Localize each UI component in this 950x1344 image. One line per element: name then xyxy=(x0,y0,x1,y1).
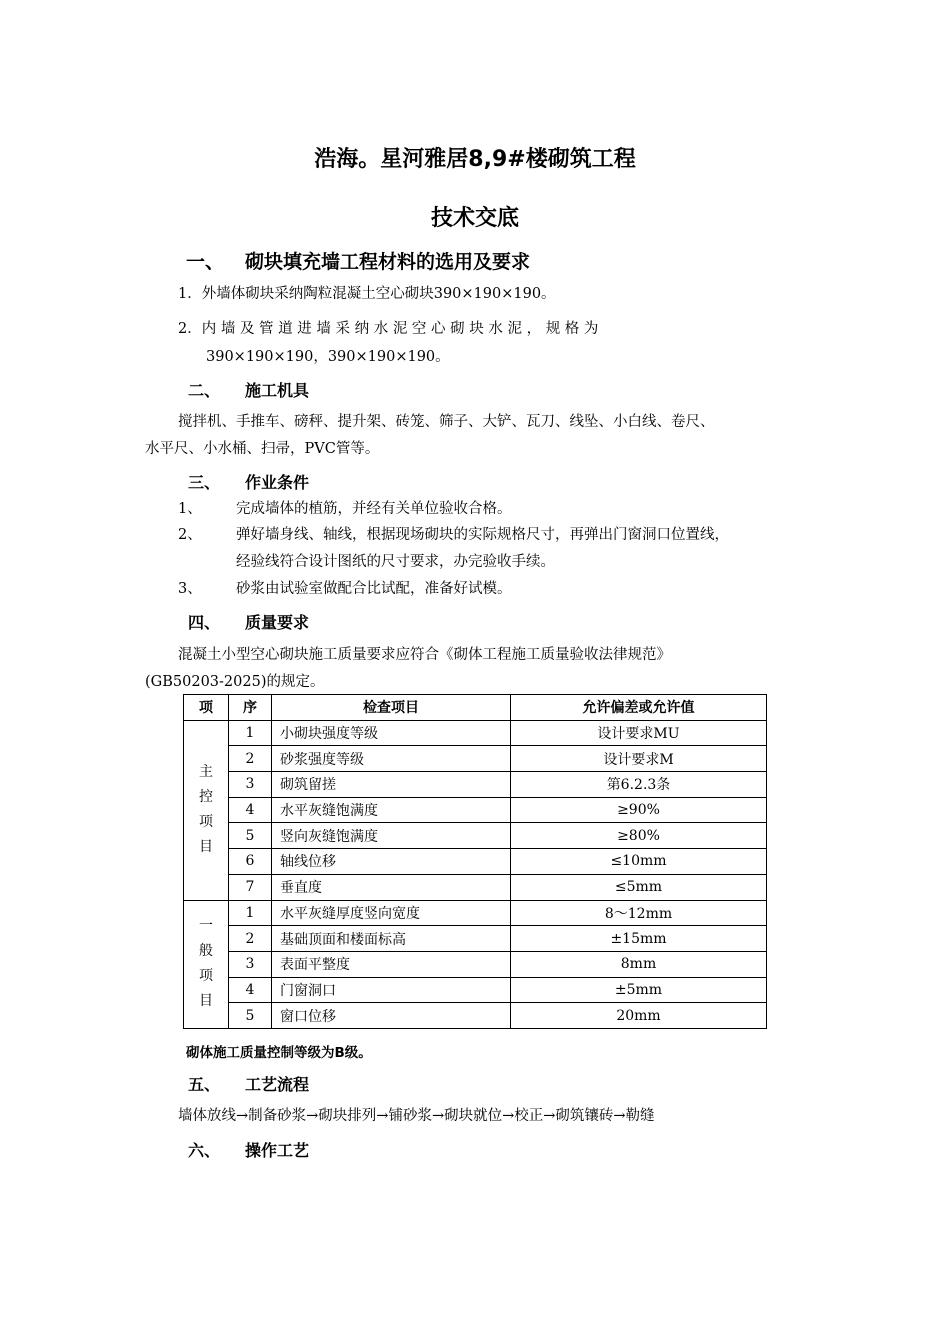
group-main-control-label: 主 控 项 目 xyxy=(199,764,213,856)
row-seq: 1 xyxy=(229,900,272,926)
section1-item2-line1: 2．内 墙 及 管 道 进 墙 采 纳 水 泥 空 心 砌 块 水 泥 ， 规 格 为 xyxy=(178,321,599,337)
table-header-row xyxy=(184,695,767,721)
section3-item2-number: 2、 xyxy=(178,527,202,543)
row-value: ≤10mm xyxy=(511,849,767,875)
group-main-control xyxy=(184,720,229,900)
table-row xyxy=(184,874,767,900)
row-item: 竖向灰缝饱满度 xyxy=(272,823,511,849)
group-general-label: 一 般 项 目 xyxy=(199,918,213,1010)
section2-line2: 水平尺、小水桶、扫帚，PVC管等。 xyxy=(145,441,380,457)
section5-process-flow: 墙体放线→制备砂浆→砌块排列→铺砂浆→砌块就位→校正→砌筑镶砖→勒缝 xyxy=(178,1108,655,1124)
row-value: ≤5mm xyxy=(511,874,767,900)
table-row xyxy=(184,849,767,875)
table-row xyxy=(184,951,767,977)
section1-item2-line2: 390×190×190，390×190×190。 xyxy=(206,349,450,365)
section4-heading: 质量要求 xyxy=(245,613,310,632)
row-item: 基础顶面和楼面标高 xyxy=(272,926,511,952)
row-item: 水平灰缝厚度竖向宽度 xyxy=(272,900,511,926)
row-value: 设计要求MU xyxy=(511,720,767,746)
row-value: 8mm xyxy=(511,951,767,977)
section6-heading: 操作工艺 xyxy=(245,1141,310,1160)
section3-item2-text: 弹好墙身线、轴线，根据现场砌块的实际规格尺寸，再弹出门窗洞口位置线， xyxy=(236,527,729,543)
section2-heading: 施工机具 xyxy=(245,381,310,400)
table-row xyxy=(184,746,767,772)
section5-number: 五、 xyxy=(188,1075,221,1094)
quality-table xyxy=(183,694,767,1029)
row-value: 8～12mm xyxy=(511,900,767,926)
section4-line2: (GB50203-2025)的规定。 xyxy=(145,674,325,690)
section3-item1-text: 完成墙体的植筋，并经有关单位验收合格。 xyxy=(236,501,512,517)
row-value: ≥80% xyxy=(511,823,767,849)
table-row xyxy=(184,1003,767,1029)
row-item: 砌筑留搓 xyxy=(272,772,511,798)
section1-item1: 1．外墙体砌块采纳陶粒混凝土空心砌块390×190×190。 xyxy=(178,286,556,302)
row-seq: 3 xyxy=(229,772,272,798)
table-row xyxy=(184,926,767,952)
header-check-item: 检查项目 xyxy=(272,695,511,721)
section3-number: 三、 xyxy=(188,473,221,492)
section3-item1-number: 1、 xyxy=(178,501,202,517)
section1-heading: 砌块填充墙工程材料的选用及要求 xyxy=(245,251,531,273)
document-title: 浩海。星河雅居8,9#楼砌筑工程 xyxy=(314,147,636,172)
section4-line1: 混凝土小型空心砌块施工质量要求应符合《砌体工程施工质量验收法律规范》 xyxy=(178,647,671,663)
section1-number: 一、 xyxy=(186,251,225,273)
row-seq: 2 xyxy=(229,926,272,952)
table-row xyxy=(184,977,767,1003)
section3-item3-text: 砂浆由试验室做配合比试配，准备好试模。 xyxy=(236,581,512,597)
row-seq: 2 xyxy=(229,746,272,772)
row-seq: 4 xyxy=(229,977,272,1003)
section3-item2-continued: 经验线符合设计图纸的尺寸要求，办完验收手续。 xyxy=(236,554,555,570)
section3-item3-number: 3、 xyxy=(178,581,202,597)
table-row xyxy=(184,720,767,746)
row-value: ±5mm xyxy=(511,977,767,1003)
row-item: 砂浆强度等级 xyxy=(272,746,511,772)
row-value: 20mm xyxy=(511,1003,767,1029)
row-item: 窗口位移 xyxy=(272,1003,511,1029)
row-seq: 7 xyxy=(229,874,272,900)
table-row xyxy=(184,900,767,926)
row-seq: 6 xyxy=(229,849,272,875)
table-row xyxy=(184,772,767,798)
section4-number: 四、 xyxy=(188,613,221,632)
table-row xyxy=(184,823,767,849)
section2-number: 二、 xyxy=(188,381,221,400)
row-value: 设计要求M xyxy=(511,746,767,772)
row-value: ±15mm xyxy=(511,926,767,952)
row-seq: 4 xyxy=(229,797,272,823)
section6-number: 六、 xyxy=(188,1141,221,1160)
header-sequence: 序 xyxy=(229,695,272,721)
row-item: 垂直度 xyxy=(272,874,511,900)
row-item: 小砌块强度等级 xyxy=(272,720,511,746)
row-value: ≥90% xyxy=(511,797,767,823)
group-general xyxy=(184,900,229,1028)
row-seq: 5 xyxy=(229,1003,272,1029)
header-category: 项 xyxy=(184,695,229,721)
row-seq: 3 xyxy=(229,951,272,977)
document-subtitle: 技术交底 xyxy=(430,206,519,231)
quality-grade-note: 砌体施工质量控制等级为B级。 xyxy=(186,1045,372,1061)
section3-heading: 作业条件 xyxy=(245,473,310,492)
header-tolerance: 允许偏差或允许值 xyxy=(511,695,767,721)
row-item: 表面平整度 xyxy=(272,951,511,977)
section2-line1: 搅拌机、手推车、磅秤、提升架、砖笼、筛子、大铲、瓦刀、线坠、小白线、卷尺、 xyxy=(178,414,715,430)
row-seq: 1 xyxy=(229,720,272,746)
section5-heading: 工艺流程 xyxy=(245,1075,310,1094)
row-seq: 5 xyxy=(229,823,272,849)
row-item: 轴线位移 xyxy=(272,849,511,875)
row-item: 门窗洞口 xyxy=(272,977,511,1003)
row-item: 水平灰缝饱满度 xyxy=(272,797,511,823)
table-row xyxy=(184,797,767,823)
row-value: 第6.2.3条 xyxy=(511,772,767,798)
